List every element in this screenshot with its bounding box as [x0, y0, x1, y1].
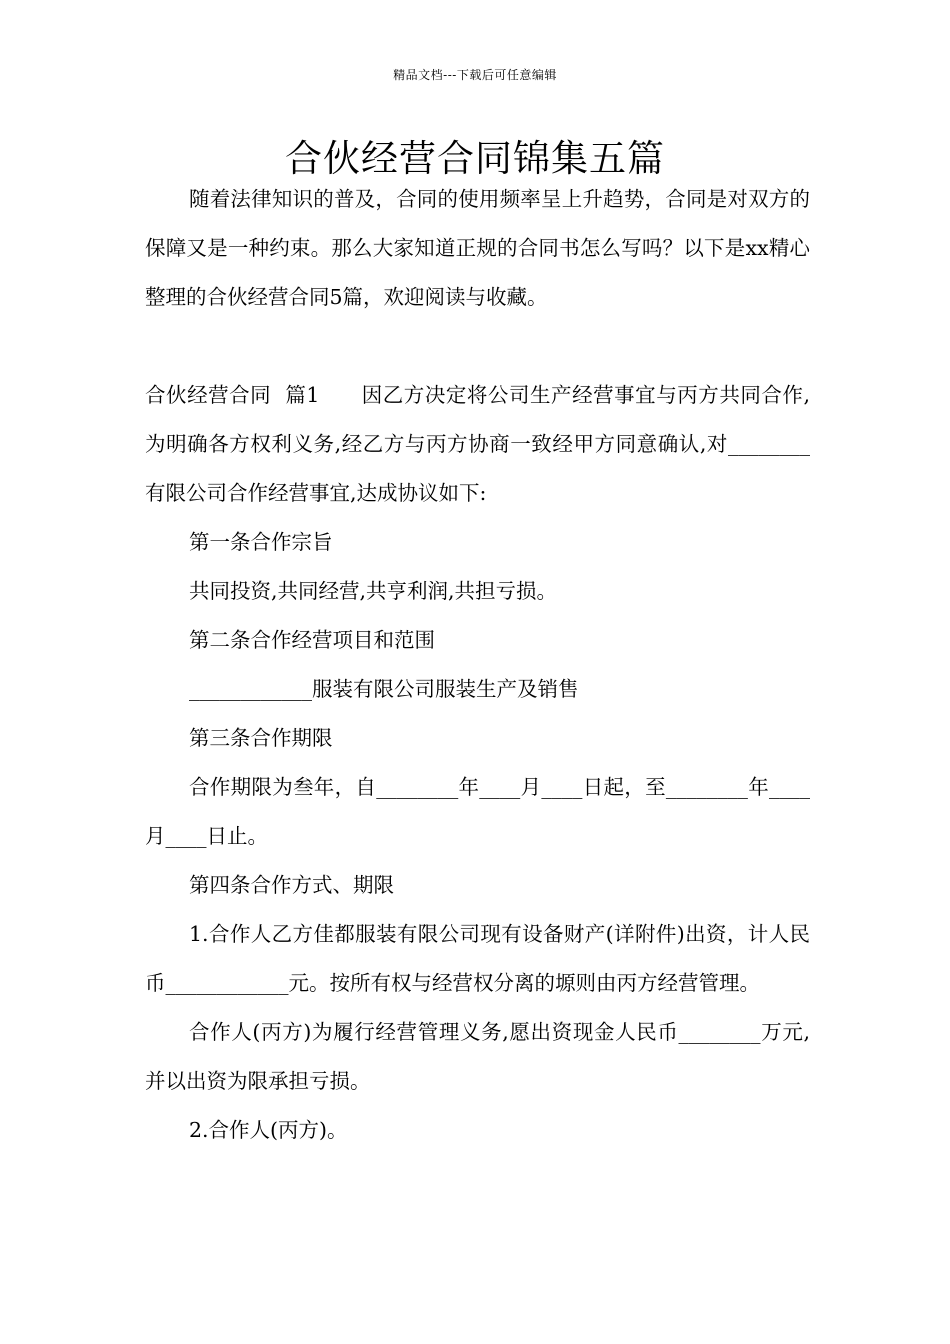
- intro-paragraph: 随着法律知识的普及，合同的使用频率呈上升趋势，合同是对双方的保障又是一种约束。那么大家知道正规的合同书怎么写吗？以下是xx精心整理的合伙经营合同5篇，欢迎阅读与收藏。: [145, 187, 810, 309]
- document-title: 合伙经营合同锦集五篇: [285, 137, 665, 180]
- clause4-title: 第四条合作方式、期限: [189, 873, 394, 897]
- clause4-paragraph2: 合作人(丙方)为履行经营管理义务,愿出资现金人民币________万元,并以出资为限承担亏损。: [145, 1020, 810, 1093]
- clause1-body: 共同投资,共同经营,共亨利润,共担亏损。: [189, 579, 558, 603]
- page-header-note: 精品文档---下载后可任意编辑: [393, 68, 557, 82]
- document-body: [145, 175, 810, 1155]
- paragraph-spacer: [145, 322, 810, 371]
- section-opening-paragraph: 合伙经营合同 篇1 因乙方决定将公司生产经营事宜与丙方共同合作,为明确各方权利义务,经乙方与丙方协商一致经甲方同意确认,对________有限公司合作经营事宜,达成协议如下:: [145, 383, 810, 505]
- clause2-body: ____________服装有限公司服装生产及销售: [189, 677, 579, 701]
- clause1-title: 第一条合作宗旨: [189, 530, 333, 554]
- clause4-item1: 1.合作人乙方佳都服装有限公司现有设备财产(详附件)出资，计人民币____________元。按所有权与经营权分离的塬则由丙方经营管理。: [145, 922, 810, 995]
- clause2-title: 第二条合作经营项目和范围: [189, 628, 435, 652]
- clause3-body: 合作期限为叁年，自________年____月____日起，至________年____月____日止。: [145, 775, 810, 848]
- clause3-title: 第三条合作期限: [189, 726, 333, 750]
- clause4-item2: 2.合作人(丙方)。: [189, 1118, 348, 1142]
